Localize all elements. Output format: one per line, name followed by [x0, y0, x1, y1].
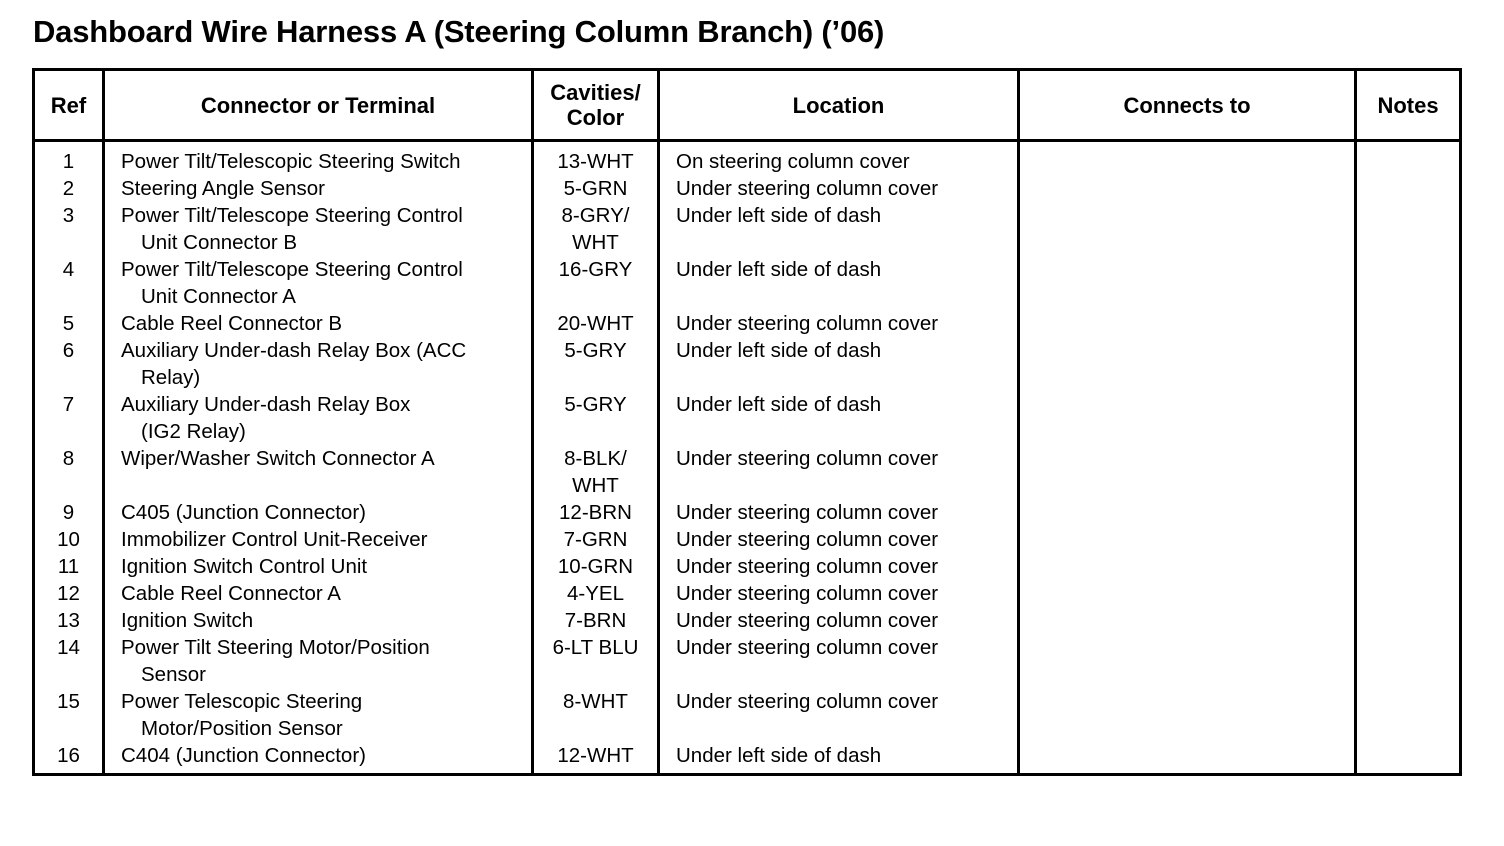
cavities-cell — [533, 607, 659, 634]
header-cavities-line1: Cavities/ — [550, 80, 641, 105]
page-title: Dashboard Wire Harness A (Steering Column Branch) (’06) — [33, 14, 885, 49]
connector-text: Relay) — [141, 366, 201, 389]
table-row — [34, 499, 1461, 526]
notes-cell — [1356, 391, 1461, 445]
ref-cell: 15 — [34, 688, 104, 742]
cavities-cell — [533, 337, 659, 391]
connects-to-cell — [1019, 141, 1356, 176]
location-cell: Under left side of dash — [659, 742, 1019, 775]
cavities-cell — [533, 141, 659, 176]
connector-cell — [104, 553, 533, 580]
location-cell: Under steering column cover — [659, 175, 1019, 202]
location-cell: On steering column cover — [659, 141, 1019, 176]
cavities-cell — [533, 202, 659, 256]
cavities-text: 8-WHT — [563, 690, 628, 713]
connector-text: Motor/Position Sensor — [141, 717, 343, 740]
notes-cell — [1356, 310, 1461, 337]
connector-cell — [104, 256, 533, 310]
notes-cell — [1356, 553, 1461, 580]
connector-text: C404 (Junction Connector) — [121, 744, 366, 767]
location-cell: Under steering column cover — [659, 499, 1019, 526]
location-cell: Under left side of dash — [659, 337, 1019, 391]
connector-text: Cable Reel Connector A — [121, 582, 341, 605]
connects-to-cell — [1019, 202, 1356, 256]
table-row — [34, 580, 1461, 607]
cavities-cell — [533, 256, 659, 310]
connector-text: Auxiliary Under-dash Relay Box — [121, 393, 411, 416]
location-cell: Under steering column cover — [659, 580, 1019, 607]
notes-cell — [1356, 526, 1461, 553]
location-cell: Under steering column cover — [659, 445, 1019, 499]
notes-cell — [1356, 499, 1461, 526]
connects-to-cell — [1019, 337, 1356, 391]
cavities-cell — [533, 526, 659, 553]
cavities-text: 8-BLK/ — [564, 447, 627, 470]
connector-text: Power Telescopic Steering — [121, 690, 363, 713]
ref-cell: 4 — [34, 256, 104, 310]
connects-to-cell — [1019, 256, 1356, 310]
cavities-text: 12-BRN — [559, 501, 632, 524]
cavities-cell — [533, 175, 659, 202]
cavities-text: 20-WHT — [557, 312, 634, 335]
cavities-text: 12-WHT — [557, 744, 634, 767]
header-connector: Connector or Terminal — [104, 70, 533, 141]
connector-cell — [104, 634, 533, 688]
location-cell: Under steering column cover — [659, 634, 1019, 688]
connector-text: Steering Angle Sensor — [121, 177, 325, 200]
notes-cell — [1356, 202, 1461, 256]
cavities-text: 10-GRN — [557, 555, 634, 578]
table-row — [34, 526, 1461, 553]
connector-text: Sensor — [141, 663, 206, 686]
connector-cell — [104, 445, 533, 499]
cavities-text: 6-LT BLU — [552, 636, 639, 659]
connector-text: Power Tilt Steering Motor/Position — [121, 636, 430, 659]
ref-cell: 5 — [34, 310, 104, 337]
cavities-cell — [533, 310, 659, 337]
connector-text: Immobilizer Control Unit-Receiver — [121, 528, 428, 551]
connector-cell — [104, 580, 533, 607]
connector-cell — [104, 202, 533, 256]
ref-cell: 3 — [34, 202, 104, 256]
table-row — [34, 607, 1461, 634]
connector-text: Wiper/Washer Switch Connector A — [121, 447, 435, 470]
location-cell: Under steering column cover — [659, 310, 1019, 337]
connector-cell — [104, 607, 533, 634]
cavities-text: WHT — [572, 231, 619, 254]
cavities-text: 4-YEL — [567, 582, 624, 605]
connector-text: Ignition Switch Control Unit — [121, 555, 368, 578]
connects-to-cell — [1019, 310, 1356, 337]
cavities-cell — [533, 742, 659, 775]
connector-text: Ignition Switch — [121, 609, 254, 632]
ref-cell: 12 — [34, 580, 104, 607]
harness-table — [32, 68, 1462, 776]
connector-text: Power Tilt/Telescopic Steering Switch — [121, 150, 461, 173]
notes-cell — [1356, 337, 1461, 391]
connects-to-cell — [1019, 445, 1356, 499]
connector-text: Cable Reel Connector B — [121, 312, 343, 335]
cavities-text: WHT — [572, 474, 619, 497]
ref-cell: 13 — [34, 607, 104, 634]
ref-cell: 8 — [34, 445, 104, 499]
connects-to-cell — [1019, 499, 1356, 526]
connector-text: (IG2 Relay) — [141, 420, 246, 443]
location-cell: Under left side of dash — [659, 202, 1019, 256]
ref-cell: 14 — [34, 634, 104, 688]
cavities-cell — [533, 580, 659, 607]
table-row — [34, 202, 1461, 256]
cavities-cell — [533, 553, 659, 580]
connects-to-cell — [1019, 391, 1356, 445]
connects-to-cell — [1019, 688, 1356, 742]
cavities-text: 5-GRY — [564, 339, 627, 362]
cavities-cell — [533, 634, 659, 688]
table-row — [34, 445, 1461, 499]
connector-text: Auxiliary Under-dash Relay Box (ACC — [121, 339, 467, 362]
ref-cell: 10 — [34, 526, 104, 553]
notes-cell — [1356, 141, 1461, 176]
table-row — [34, 310, 1461, 337]
notes-cell — [1356, 445, 1461, 499]
table-row — [34, 553, 1461, 580]
connector-cell — [104, 141, 533, 176]
connects-to-cell — [1019, 553, 1356, 580]
notes-cell — [1356, 175, 1461, 202]
connector-cell — [104, 499, 533, 526]
table-body — [34, 141, 1461, 775]
location-cell: Under left side of dash — [659, 256, 1019, 310]
ref-cell: 2 — [34, 175, 104, 202]
ref-cell: 6 — [34, 337, 104, 391]
notes-cell — [1356, 742, 1461, 775]
connector-cell — [104, 310, 533, 337]
connects-to-cell — [1019, 634, 1356, 688]
ref-cell: 16 — [34, 742, 104, 775]
ref-cell: 1 — [34, 141, 104, 176]
table-row — [34, 634, 1461, 688]
table-row — [34, 688, 1461, 742]
connects-to-cell — [1019, 742, 1356, 775]
header-location: Location — [659, 70, 1019, 141]
header-notes: Notes — [1356, 70, 1461, 141]
cavities-text: 5-GRN — [563, 177, 628, 200]
ref-cell: 11 — [34, 553, 104, 580]
connects-to-cell — [1019, 526, 1356, 553]
cavities-text: 5-GRY — [564, 393, 627, 416]
connector-text: Power Tilt/Telescope Steering Control — [121, 258, 463, 281]
location-cell: Under steering column cover — [659, 688, 1019, 742]
location-cell: Under steering column cover — [659, 526, 1019, 553]
cavities-text: 7-GRN — [563, 528, 628, 551]
notes-cell — [1356, 256, 1461, 310]
cavities-text: 16-GRY — [558, 258, 633, 281]
connector-cell — [104, 175, 533, 202]
table-row — [34, 742, 1461, 775]
cavities-text: 8-GRY/ — [561, 204, 630, 227]
table-row — [34, 256, 1461, 310]
header-cavities-line2: Color — [566, 105, 625, 130]
connects-to-cell — [1019, 580, 1356, 607]
location-cell: Under left side of dash — [659, 391, 1019, 445]
connector-cell — [104, 742, 533, 775]
notes-cell — [1356, 634, 1461, 688]
location-cell: Under steering column cover — [659, 607, 1019, 634]
cavities-text: 7-BRN — [564, 609, 627, 632]
header-ref: Ref — [34, 70, 104, 141]
header-row — [34, 70, 1461, 141]
notes-cell — [1356, 688, 1461, 742]
connector-cell — [104, 688, 533, 742]
connects-to-cell — [1019, 607, 1356, 634]
header-cavities — [533, 70, 659, 141]
notes-cell — [1356, 580, 1461, 607]
cavities-cell — [533, 391, 659, 445]
cavities-cell — [533, 688, 659, 742]
table-row — [34, 337, 1461, 391]
table-row — [34, 391, 1461, 445]
connector-text: Unit Connector A — [141, 285, 296, 308]
connector-text: C405 (Junction Connector) — [121, 501, 366, 524]
connector-cell — [104, 337, 533, 391]
header-connects-to: Connects to — [1019, 70, 1356, 141]
ref-cell: 7 — [34, 391, 104, 445]
connector-text: Unit Connector B — [141, 231, 298, 254]
notes-cell — [1356, 607, 1461, 634]
connector-cell — [104, 526, 533, 553]
table-row — [34, 175, 1461, 202]
table-row — [34, 141, 1461, 176]
location-cell: Under steering column cover — [659, 553, 1019, 580]
cavities-cell — [533, 445, 659, 499]
ref-cell: 9 — [34, 499, 104, 526]
connector-text: Power Tilt/Telescope Steering Control — [121, 204, 463, 227]
connects-to-cell — [1019, 175, 1356, 202]
connector-cell — [104, 391, 533, 445]
cavities-cell — [533, 499, 659, 526]
cavities-text: 13-WHT — [557, 150, 634, 173]
